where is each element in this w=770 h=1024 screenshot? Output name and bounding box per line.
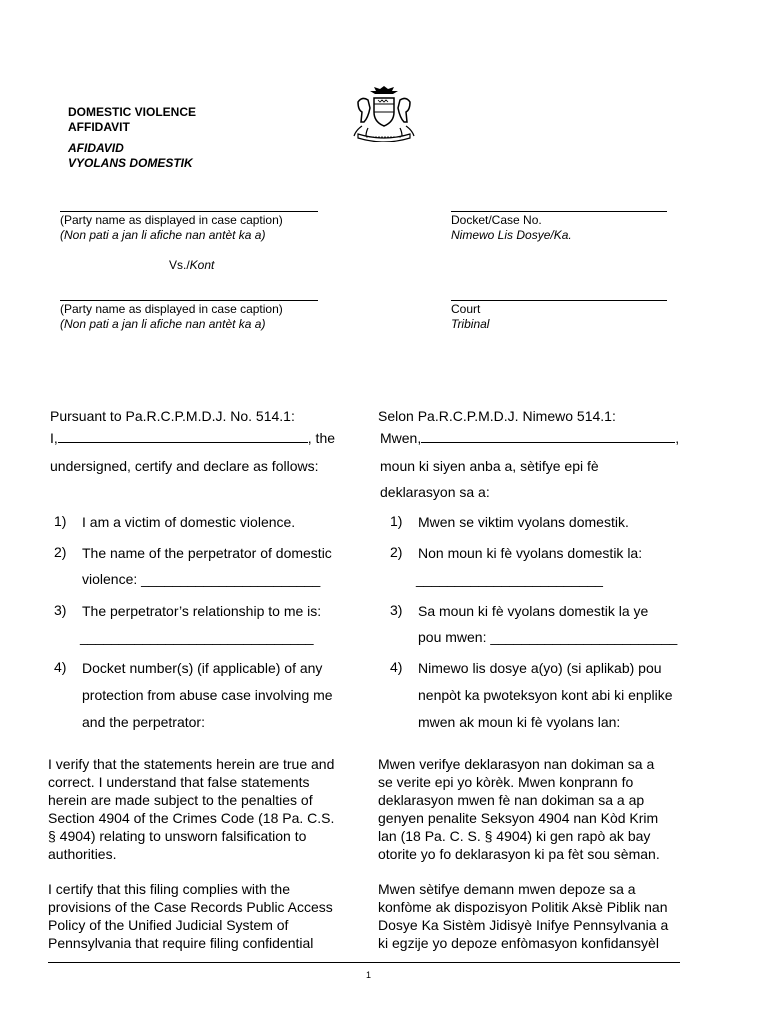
vs-en: Vs./ xyxy=(169,258,190,272)
title-en-line2: AFFIDAVIT xyxy=(68,120,130,134)
certify-en-line: provisions of the Case Records Public Access xyxy=(48,899,333,915)
title-ht-line2: VYOLANS DOMESTIK xyxy=(68,156,193,170)
item2-line1-ht: Non moun ki fè vyolans domestik la: xyxy=(418,545,643,561)
item3-line1-ht: Sa moun ki fè vyolans domestik la ye xyxy=(418,603,649,619)
item3-line2-ht[interactable]: pou mwen: ________________________ xyxy=(418,629,678,645)
verify-ht-line: genyen penalite Seksyon 4904 nan Kòd Krim xyxy=(378,810,659,826)
party2-signature-line[interactable] xyxy=(60,300,318,301)
item2-line1-en: The name of the perpetrator of domestic xyxy=(82,545,332,561)
verify-paragraph-ht xyxy=(378,755,660,863)
pursuant-ht: Selon Pa.R.C.P.M.D.J. Nimewo 514.1: xyxy=(378,408,616,424)
item2-num-ht: 2) xyxy=(390,544,403,560)
item4-line3-ht: mwen ak moun ki fè vyolans lan: xyxy=(418,714,621,730)
verify-paragraph-en xyxy=(48,755,334,863)
verify-ht-line: otorite yo fo deklarasyon ki pa fèt sou sèman. xyxy=(378,846,660,862)
court-label-ht: Tribinal xyxy=(451,317,490,331)
certify-ht-line: Mwen sètifye demann mwen depoze sa a xyxy=(378,881,636,897)
item1-num-en: 1) xyxy=(54,513,67,529)
pursuant-en: Pursuant to Pa.R.C.P.M.D.J. No. 514.1: xyxy=(50,408,295,424)
i-prefix-ht: Mwen, xyxy=(380,430,422,446)
verify-ht-line: Mwen verifye deklarasyon nan dokiman sa a xyxy=(378,756,655,772)
vs-label xyxy=(169,258,214,273)
party2-label-en: (Party name as displayed in case caption) xyxy=(60,302,283,316)
item4-line1-en: Docket number(s) (if applicable) of any xyxy=(82,660,323,676)
item4-num-ht: 4) xyxy=(390,659,403,675)
verify-en-line: Section 4904 of the Crimes Code (18 Pa. C.S. xyxy=(48,810,335,826)
i-line-en xyxy=(50,429,335,447)
verify-en-line: § 4904) relating to unsworn falsification to xyxy=(48,828,307,844)
court-line[interactable] xyxy=(451,300,667,301)
verify-en-line: I verify that the statements herein are true and xyxy=(48,756,335,772)
certify-ht-line: Dosye Ka Sistèm Jidisyè Inifye Pennsylvania a xyxy=(378,917,669,933)
item3-num-en: 3) xyxy=(54,602,67,618)
title-ht-line1: AFIDAVID xyxy=(68,141,124,155)
certify-paragraph-en xyxy=(48,880,333,952)
verify-ht-line: deklarasyon mwen fè nan dokiman sa a ap xyxy=(378,792,645,808)
undersigned-en: undersigned, certify and declare as follows: xyxy=(50,458,319,474)
verify-en-line: correct. I understand that false statements xyxy=(48,774,310,790)
item4-line2-en: protection from abuse case involving me xyxy=(82,687,333,703)
certify-ht-line: ki egzije yo depoze enfòmasyon konfidansyèl xyxy=(378,935,659,951)
item1-num-ht: 1) xyxy=(390,513,403,529)
court-label-en: Court xyxy=(451,302,481,316)
page-number: 1 xyxy=(366,970,372,980)
item2-line2-ht[interactable]: ________________________ xyxy=(416,571,603,587)
verify-ht-line: lan (18 Pa. C. S. § 4904) ki gen rapò ak bay xyxy=(378,828,651,844)
item3-line2-en[interactable]: ______________________________ xyxy=(80,629,314,645)
i-line-ht xyxy=(380,429,679,447)
verify-ht-line: se verite epi yo kòrèk. Mwen konprann fo xyxy=(378,774,634,790)
docket-label-en: Docket/Case No. xyxy=(451,213,542,227)
verify-en-line: authorities. xyxy=(48,846,117,862)
party1-label-ht: (Non pati a jan li afiche nan antèt ka a) xyxy=(60,228,266,242)
certify-en-line: Policy of the Unified Judicial System of xyxy=(48,917,289,933)
i-prefix-en: I, xyxy=(50,430,58,446)
name-field-en[interactable] xyxy=(58,429,308,443)
certify-ht-line: konfòme ak dispozisyon Politik Aksè Piblik nan xyxy=(378,899,668,915)
item4-line1-ht: Nimewo lis dosye a(yo) (si aplikab) pou xyxy=(418,660,662,676)
item4-num-en: 4) xyxy=(54,659,67,675)
party1-label-en: (Party name as displayed in case caption) xyxy=(60,213,283,227)
state-seal-icon xyxy=(348,82,420,142)
certify-en-line: I certify that this filing complies with the xyxy=(48,881,290,897)
item3-num-ht: 3) xyxy=(390,602,403,618)
docket-number-line[interactable] xyxy=(451,211,667,212)
footer-rule xyxy=(48,962,680,963)
name-field-ht[interactable] xyxy=(421,429,675,443)
the-suffix-en: , the xyxy=(307,430,336,446)
party2-label-ht: (Non pati a jan li afiche nan antèt ka a) xyxy=(60,317,266,331)
title-en-line1: DOMESTIC VIOLENCE xyxy=(68,105,197,119)
item4-line2-ht: nenpòt ka pwoteksyon kont abi ki enplike xyxy=(418,687,673,703)
vs-ht: Kont xyxy=(189,258,215,272)
item2-num-en: 2) xyxy=(54,544,67,560)
party1-signature-line[interactable] xyxy=(60,211,318,212)
item1-text-ht: Mwen se viktim vyolans domestik. xyxy=(418,514,629,530)
verify-en-line: herein are made subject to the penalties of xyxy=(48,792,313,808)
undersigned-ht-line1: moun ki siyen anba a, sètifye epi fè xyxy=(380,458,599,474)
item2-line2-en[interactable]: violence: _______________________ xyxy=(82,571,321,587)
certify-paragraph-ht xyxy=(378,880,668,952)
comma-ht: , xyxy=(675,430,680,446)
item1-text-en: I am a victim of domestic violence. xyxy=(82,514,296,530)
certify-en-line: Pennsylvania that require filing confidential xyxy=(48,935,314,951)
undersigned-ht-line2: deklarasyon sa a: xyxy=(380,484,490,500)
item3-line1-en: The perpetrator’s relationship to me is: xyxy=(82,603,322,619)
item4-line3-en: and the perpetrator: xyxy=(82,714,205,730)
docket-label-ht: Nimewo Lis Dosye/Ka. xyxy=(451,228,572,242)
